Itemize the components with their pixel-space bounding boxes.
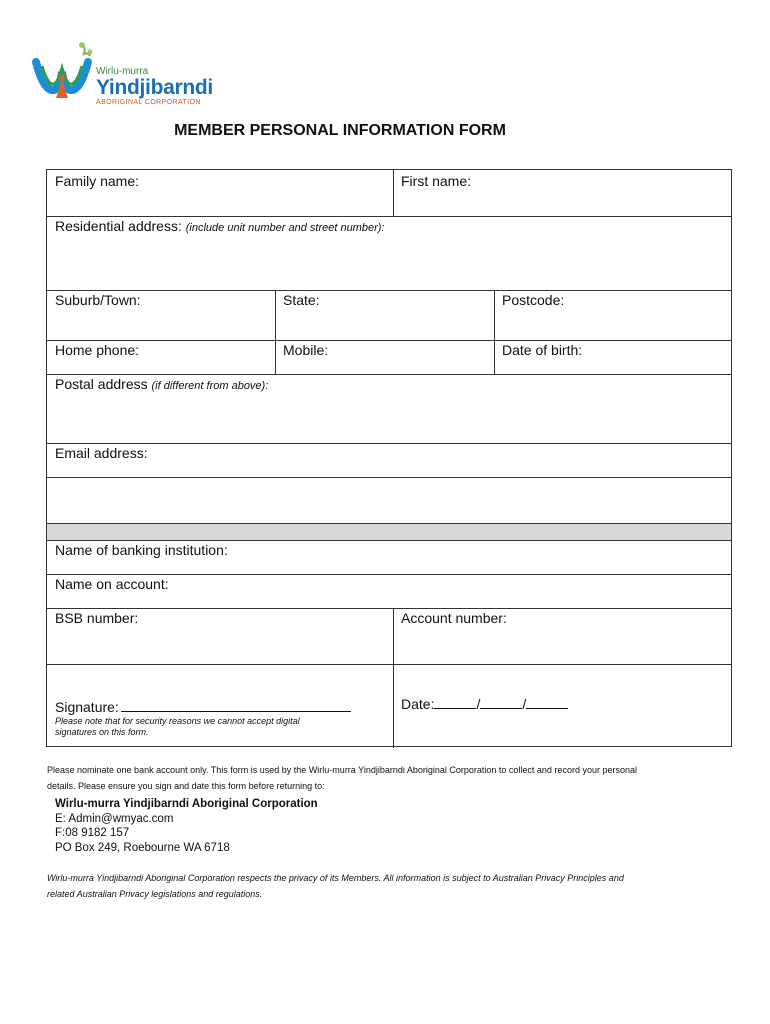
date-label: Date: bbox=[401, 696, 435, 712]
postal-address-field[interactable] bbox=[55, 376, 268, 392]
col-divider bbox=[275, 290, 276, 374]
postal-address-hint: (if different from above): bbox=[151, 380, 269, 392]
suburb-field[interactable]: Suburb/Town: bbox=[55, 292, 141, 308]
postal-address-label: Postal address bbox=[55, 376, 148, 392]
row-divider bbox=[47, 443, 731, 444]
col-divider bbox=[393, 170, 394, 216]
row-divider bbox=[47, 477, 731, 478]
page-title: MEMBER PERSONAL INFORMATION FORM bbox=[174, 122, 506, 139]
bank-name-field[interactable]: Name of banking institution: bbox=[55, 542, 228, 558]
row-divider bbox=[47, 340, 731, 341]
col-divider bbox=[393, 608, 394, 748]
account-number-field[interactable]: Account number: bbox=[401, 610, 507, 626]
logo-main-text: Yindjibarndi bbox=[96, 76, 213, 99]
privacy-statement bbox=[47, 870, 737, 902]
row-divider bbox=[47, 540, 731, 541]
residential-address-field[interactable] bbox=[55, 218, 384, 234]
instructions-text bbox=[47, 762, 737, 794]
row-divider bbox=[47, 574, 731, 575]
row-divider bbox=[47, 608, 731, 609]
first-name-field[interactable]: First name: bbox=[401, 173, 472, 189]
signature-field[interactable] bbox=[55, 698, 351, 715]
logo-wordmark bbox=[96, 66, 213, 107]
date-of-birth-field[interactable]: Date of birth: bbox=[502, 342, 583, 358]
instructions-line: Please nominate one bank account only. This form is used by the Wirlu-murra Yindjibarndi Aboriginal Corporation to collect and record your personal bbox=[47, 765, 637, 775]
row-divider bbox=[47, 290, 731, 291]
signature-note bbox=[55, 716, 300, 738]
instructions-line: details. Please ensure you sign and date this form before returning to: bbox=[47, 781, 325, 791]
date-separator: / bbox=[476, 696, 481, 712]
row-divider bbox=[47, 216, 731, 217]
privacy-line: Wirlu-murra Yindjibarndi Aboriginal Corporation respects the privacy of its Members. All information is subject to Australian Privacy Principles and bbox=[47, 873, 624, 883]
contact-block bbox=[55, 797, 318, 855]
signature-line[interactable] bbox=[121, 698, 351, 712]
family-name-field[interactable]: Family name: bbox=[55, 173, 140, 189]
privacy-line: related Australian Privacy legislations and regulations. bbox=[47, 889, 263, 899]
member-form bbox=[46, 169, 732, 747]
signature-note-line: signatures on this form. bbox=[55, 727, 149, 737]
signature-label: Signature: bbox=[55, 699, 119, 715]
postcode-field[interactable]: Postcode: bbox=[502, 292, 565, 308]
row-divider bbox=[47, 523, 731, 524]
logo-sub-text: ABORIGINAL CORPORATION bbox=[96, 99, 201, 106]
date-month-line[interactable] bbox=[480, 696, 522, 709]
col-divider bbox=[494, 290, 495, 374]
contact-fax: F:08 9182 157 bbox=[55, 827, 130, 839]
residential-address-hint: (include unit number and street number): bbox=[185, 222, 385, 234]
account-name-field[interactable]: Name on account: bbox=[55, 576, 169, 592]
state-field[interactable]: State: bbox=[283, 292, 320, 308]
row-divider bbox=[47, 374, 731, 375]
mobile-field[interactable]: Mobile: bbox=[283, 342, 329, 358]
signature-note-line: Please note that for security reasons we cannot accept digital bbox=[55, 716, 300, 726]
date-separator: / bbox=[522, 696, 527, 712]
row-divider bbox=[47, 664, 731, 665]
email-address-field[interactable]: Email address: bbox=[55, 445, 148, 461]
residential-address-label: Residential address: bbox=[55, 218, 182, 234]
date-year-line[interactable] bbox=[526, 696, 568, 709]
org-name: Wirlu-murra Yindjibarndi Aboriginal Corporation bbox=[55, 798, 318, 810]
bsb-number-field[interactable]: BSB number: bbox=[55, 610, 139, 626]
logo-small-text: Wirlu-murra bbox=[96, 66, 149, 77]
home-phone-field[interactable]: Home phone: bbox=[55, 342, 140, 358]
date-field[interactable] bbox=[401, 696, 568, 712]
contact-email[interactable]: E: Admin@wmyac.com bbox=[55, 812, 174, 825]
date-day-line[interactable] bbox=[434, 696, 476, 709]
contact-po-box: PO Box 249, Roebourne WA 6718 bbox=[55, 841, 230, 854]
section-separator bbox=[47, 523, 731, 540]
